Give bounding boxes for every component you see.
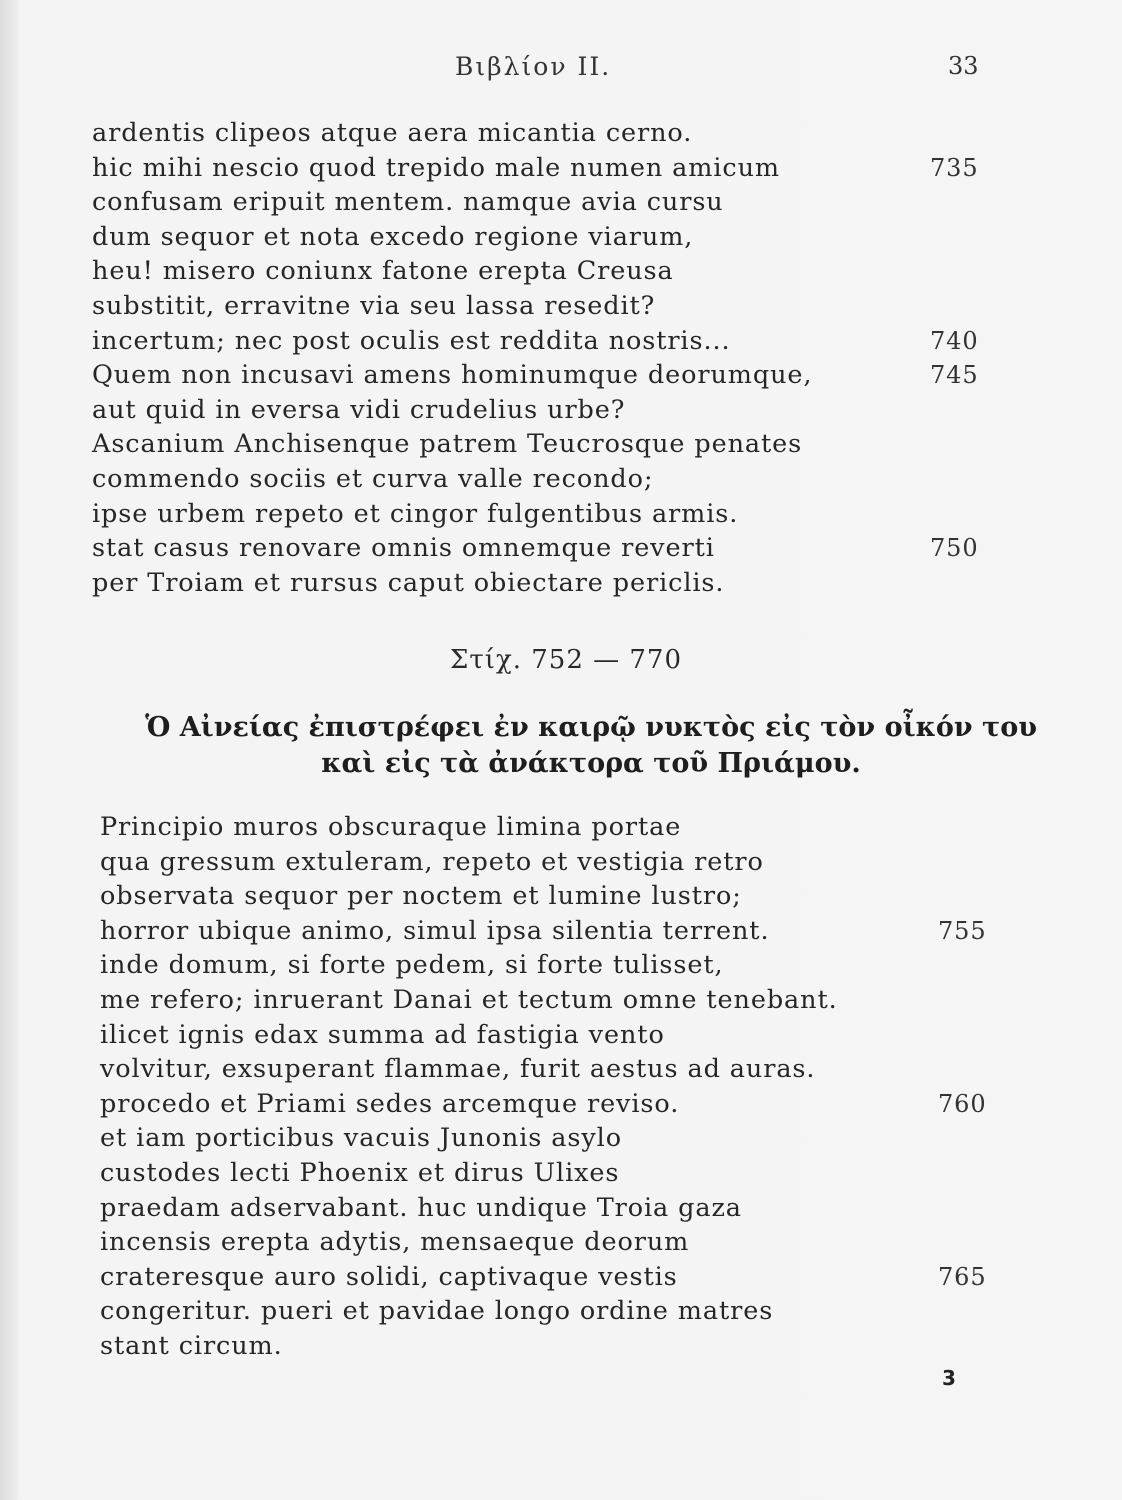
verse-line [92, 566, 992, 601]
verse-line [100, 983, 1000, 1018]
verse-text: stant circum. [100, 1330, 283, 1361]
verse-line [100, 879, 1000, 914]
verse-text: praedam adservabant. huc undique Troia gaza [100, 1192, 742, 1223]
verse-line [92, 358, 992, 393]
verse-line [92, 116, 992, 151]
verse-line [100, 1087, 1000, 1122]
verse-text: ipse urbem repeto et cingor fulgentibus armis. [92, 498, 739, 529]
verse-line [100, 1260, 1000, 1295]
verse-text: hic mihi nescio quod trepido male numen amicum [92, 152, 781, 183]
verse-text: qua gressum extuleram, repeto et vestigia retro [100, 846, 764, 877]
verse-text: observata sequor per noctem et lumine lustro; [100, 881, 742, 912]
verse-text: procedo et Priami sedes arcemque reviso. [100, 1088, 680, 1119]
verse-text: Principio muros obscuraque limina portae [100, 812, 682, 842]
verse-text: Ascanium Anchisenque patrem Teucrosque penates [92, 429, 803, 460]
verse-text: heu! misero coniunx fatone erepta Creusa [92, 256, 674, 287]
verse-line [92, 254, 992, 289]
verse-line [100, 914, 1000, 949]
running-head [0, 52, 1122, 92]
verse-text: et iam porticibus vacuis Junonis asylo [100, 1123, 622, 1154]
verse-line [92, 427, 992, 462]
verse-line [100, 1156, 1000, 1191]
verse-line [92, 531, 992, 566]
verse-text: ardentis clipeos atque aera micantia cerno. [92, 118, 693, 148]
verse-line [92, 289, 992, 324]
verse-text: Quem non incusavi amens hominumque deorumque, [92, 360, 813, 391]
verse-text: horror ubique animo, simul ipsa silentia terrent. [100, 915, 770, 946]
verse-text: per Troiam et rursus caput obiectare periclis. [92, 567, 725, 598]
verse-line [100, 1329, 1000, 1364]
section-heading [0, 710, 1122, 782]
verse-text: ilicet ignis edax summa ad fastigia vento [100, 1019, 665, 1050]
verse-line [92, 151, 992, 186]
section-heading-line-1: Ὁ Αἰνείας ἐπιστρέφει ἐν καιρῷ νυκτὸς εἰς τὸν οἶκόν του [145, 712, 1037, 743]
printer-signature-mark: 3 [942, 1366, 956, 1390]
verse-text: incensis erepta adytis, mensaeque deorum [100, 1227, 690, 1258]
verse-line [100, 810, 1000, 845]
verse-text: commendo sociis et curva valle recondo; [92, 463, 654, 494]
verse-text: incertum; nec post oculis est reddita nostris... [92, 325, 731, 356]
verse-text: aut quid in eversa vidi crudelius urbe? [92, 394, 626, 425]
verse-line [100, 1121, 1000, 1156]
verse-line [100, 1294, 1000, 1329]
verse-line [92, 462, 992, 497]
running-title: Βιβλίον II. [455, 52, 612, 81]
line-number: 755 [938, 916, 987, 945]
section-heading-line-2: καὶ εἰς τὰ ἀνάκτορα τοῦ Πριάμου. [321, 748, 861, 779]
line-number: 750 [930, 534, 979, 563]
line-number: 760 [938, 1089, 987, 1118]
line-number: 735 [930, 153, 979, 182]
verse-line [100, 1052, 1000, 1087]
verse-passage-2 [100, 810, 1000, 1364]
line-number: 765 [938, 1262, 987, 1291]
page-number: 33 [948, 52, 979, 80]
verse-line [100, 1191, 1000, 1226]
verse-line [92, 497, 992, 532]
verse-line [92, 324, 992, 359]
verse-text: crateresque auro solidi, captivaque vestis [100, 1261, 678, 1292]
verse-text: inde domum, si forte pedem, si forte tulisset, [100, 950, 724, 981]
verse-text: custodes lecti Phoenix et dirus Ulixes [100, 1157, 620, 1188]
line-number: 740 [930, 326, 979, 355]
verse-line [92, 393, 992, 428]
verse-line [100, 1225, 1000, 1260]
line-number: 745 [930, 361, 979, 390]
verse-text: confusam eripuit mentem. namque avia cursu [92, 187, 724, 218]
verse-text: substitit, erravitne via seu lassa resedit? [92, 290, 656, 321]
verse-text: dum sequor et nota excedo regione viarum, [92, 221, 694, 252]
verse-line [100, 845, 1000, 880]
verse-line [100, 1018, 1000, 1053]
section-line-range: Στίχ. 752 — 770 [449, 645, 683, 675]
verse-text: stat casus renovare omnis omnemque reverti [92, 533, 715, 564]
verse-line [92, 220, 992, 255]
verse-text: me refero; inruerant Danai et tectum omne tenebant. [100, 984, 838, 1015]
verse-line [92, 185, 992, 220]
verse-passage-1 [92, 116, 992, 600]
verse-text: congeritur. pueri et pavidae longo ordine matres [100, 1296, 774, 1327]
verse-line [100, 948, 1000, 983]
verse-text: volvitur, exsuperant flammae, furit aestus ad auras. [100, 1054, 816, 1085]
